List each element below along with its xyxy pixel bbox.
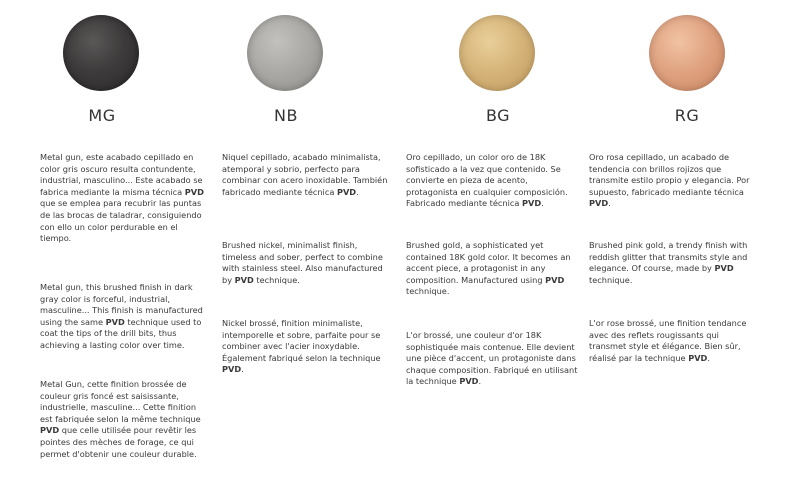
description-es: Metal gun, este acabado cepillado en color gris oscuro resulta contundente, industrial, masculino... Este acabado se fabrica mediante la misma técnica PVD que se emplea para recubrir las puntas de las brocas de taladrar, consiguiendo con ello un color perdurable en el tiempo. [40,152,204,244]
swatch-nb [247,15,323,91]
finish-code: NB [274,106,298,125]
description-fr: Metal Gun, cette finition brossée de couleur gris foncé est saisissante, industrielle, masculine... Cette finition est fabriquée selon la même technique PVD que celle utilisée pour revêtir les pointes des mèches de forage, ce qui permet d'obtenir une couleur durable. [40,379,201,459]
finish-code: RG [674,106,700,125]
swatch-bg [459,15,535,91]
description-es: Oro rosa cepillado, un acabado de tendencia con brillos rojizos que transmite estilo propio y elegancia. Por supuesto, fabricado mediante técnica PVD. [589,152,750,209]
description-fr: L'or rose brossé, une finition tendance avec des reflets rougissants qui transmet style et élégance. Bien sûr, réalisé par la technique PVD. [589,318,747,363]
description-en: Metal gun, this brushed finish in dark gray color is forceful, industrial, masculine... This finish is manufactured using the same PVD technique used to coat the tips of the drill bits, thus achieving a lasting color over time. [40,282,203,350]
swatch-rg [649,15,725,91]
description-es: Niquel cepillado, acabado minimalista, atemporal y sobrio, perfecto para combinar con acero inoxidable. También fabricado mediante técnica PVD. [222,152,388,197]
description-es: Oro cepillado, un color oro de 18K sofisticado a la vez que contenido. Se convierte en pieza de acento, protagonista en cualquier composición. Fabricado mediante técnica PVD. [406,152,568,209]
finish-code: BG [485,106,511,125]
description-fr: L'or brossé, une couleur d'or 18K sophistiquée mais contenue. Elle devient une pièce d'accent, un protagoniste dans chaque composition. Fabriqué en utilisant la technique PVD. [406,330,578,387]
description-fr: Nickel brossé, finition minimaliste, intemporelle et sobre, parfaite pour se combiner avec l'acier inoxydable. Également fabriqué selon la technique PVD. [222,318,381,375]
swatch-mg [63,15,139,91]
finish-code: MG [88,106,116,125]
description-en: Brushed gold, a sophisticated yet contained 18K gold color. It becomes an accent piece, a protagonist in any composition. Manufactured using PVD technique. [406,240,571,297]
description-en: Brushed nickel, minimalist finish, timeless and sober, perfect to combine with stainless steel. Also manufactured by PVD technique. [222,240,383,285]
description-en: Brushed pink gold, a trendy finish with reddish glitter that transmits style and elegance. Of course, made by PVD technique. [589,240,748,285]
